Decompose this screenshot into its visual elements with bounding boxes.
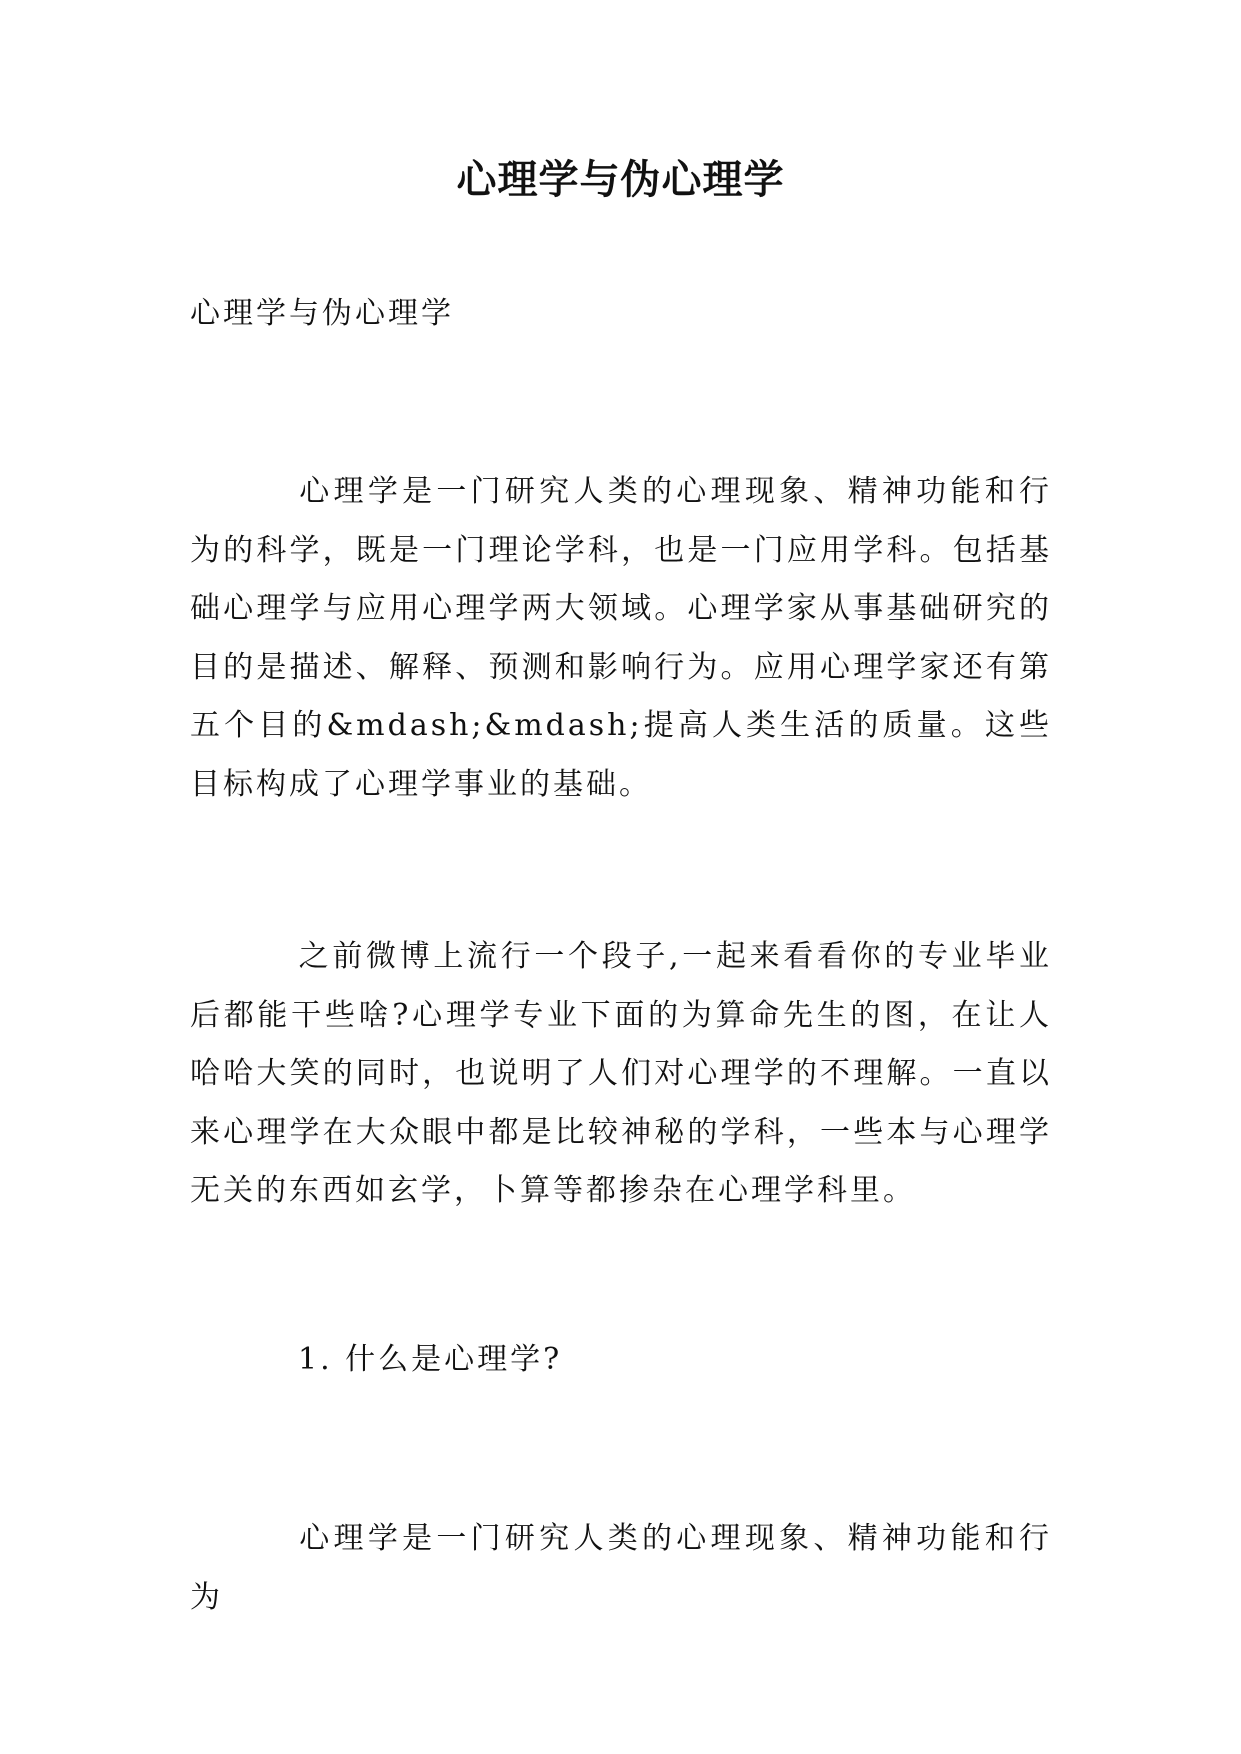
paragraph-weibo-text: 之前微博上流行一个段子,一起来看看你的专业毕业后都能干些啥?心理学专业下面的为算命先生的图，在让人哈哈大笑的同时，也说明了人们对心理学的不理解。一直以来心理学在大众眼中都是比较神秘的学科，一些本与心理学无关的东西如玄学，卜算等都掺杂在心理学科里。 [190, 939, 1052, 1208]
section-heading-what-is-psychology: 1. 什么是心理学? [298, 1342, 563, 1377]
paragraph-intro [190, 463, 1052, 814]
paragraph-definition-text: 心理学是一门研究人类的心理现象、精神功能和行为 [190, 1521, 1052, 1615]
document-subtitle: 心理学与伪心理学 [190, 296, 454, 331]
paragraph-weibo [190, 928, 1052, 1221]
paragraph-definition [190, 1510, 1052, 1627]
paragraph-intro-text: 心理学是一门研究人类的心理现象、精神功能和行为的科学，既是一门理论学科，也是一门应用学科。包括基础心理学与应用心理学两大领域。心理学家从事基础研究的目的是描述、解释、预测和影响行为。应用心理学家还有第五个目的&mdash;&mdash;提高人类生活的质量。这些目标构成了心理学事业的基础。 [190, 474, 1052, 802]
document-title: 心理学与伪心理学 [456, 157, 785, 203]
